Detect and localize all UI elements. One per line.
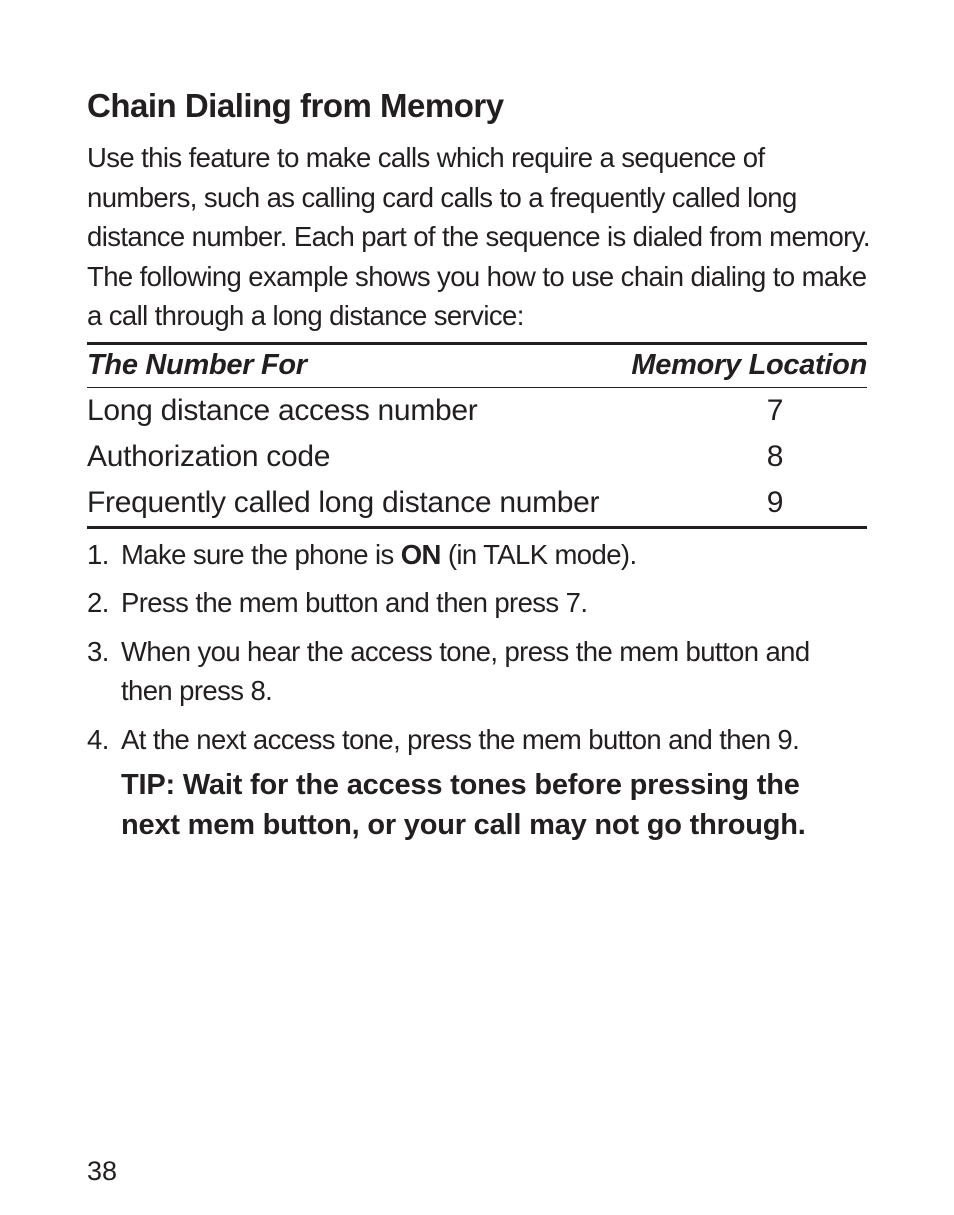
row-location: 9 [766,485,784,519]
step-text: Press the mem button and then press 7. [121,587,588,619]
tip-note: TIP: Wait for the access tones before pressing the next mem button, or your call may not go through. [121,769,806,842]
step-text: When you hear the access tone, press the mem button and then press 8. [121,635,810,707]
step-item [87,720,867,760]
table-row [87,388,867,434]
row-label: Frequently called long distance number [87,485,600,519]
step-number: 1. [87,538,109,570]
step-text-before: Make sure the phone is [121,538,401,570]
table-row [87,480,867,526]
row-label: Long distance access number [87,393,478,427]
step-text: At the next access tone, press the mem button and then 9. [121,723,800,755]
table-header-row [87,345,867,388]
step-item [87,583,867,623]
row-location: 8 [766,439,784,473]
memory-location-table [87,342,867,529]
table-row [87,434,867,480]
step-number: 2. [87,587,109,619]
step-text-after: (in TALK mode). [440,538,637,570]
steps-list [87,535,867,760]
row-location: 7 [766,393,784,427]
header-number-for: The Number For [87,349,307,382]
section-title: Chain Dialing from Memory [87,87,504,124]
header-memory-location: Memory Location [631,349,867,382]
step-text [121,535,867,575]
step-item [87,632,867,711]
manual-page [87,84,870,845]
page-number: 38 [87,1156,118,1186]
step-item [87,535,867,575]
step-text-bold: ON [400,538,441,570]
row-label: Authorization code [87,439,331,473]
step-number: 3. [87,635,109,667]
intro-paragraph: Use this feature to make calls which require a sequence of numbers, such as calling card calls to a frequently called long distance number. Each part of the sequence is dialed from memory. The following example shows you how to use chain dialing to make a call through a long distance service: [87,142,870,332]
step-number: 4. [87,723,109,755]
